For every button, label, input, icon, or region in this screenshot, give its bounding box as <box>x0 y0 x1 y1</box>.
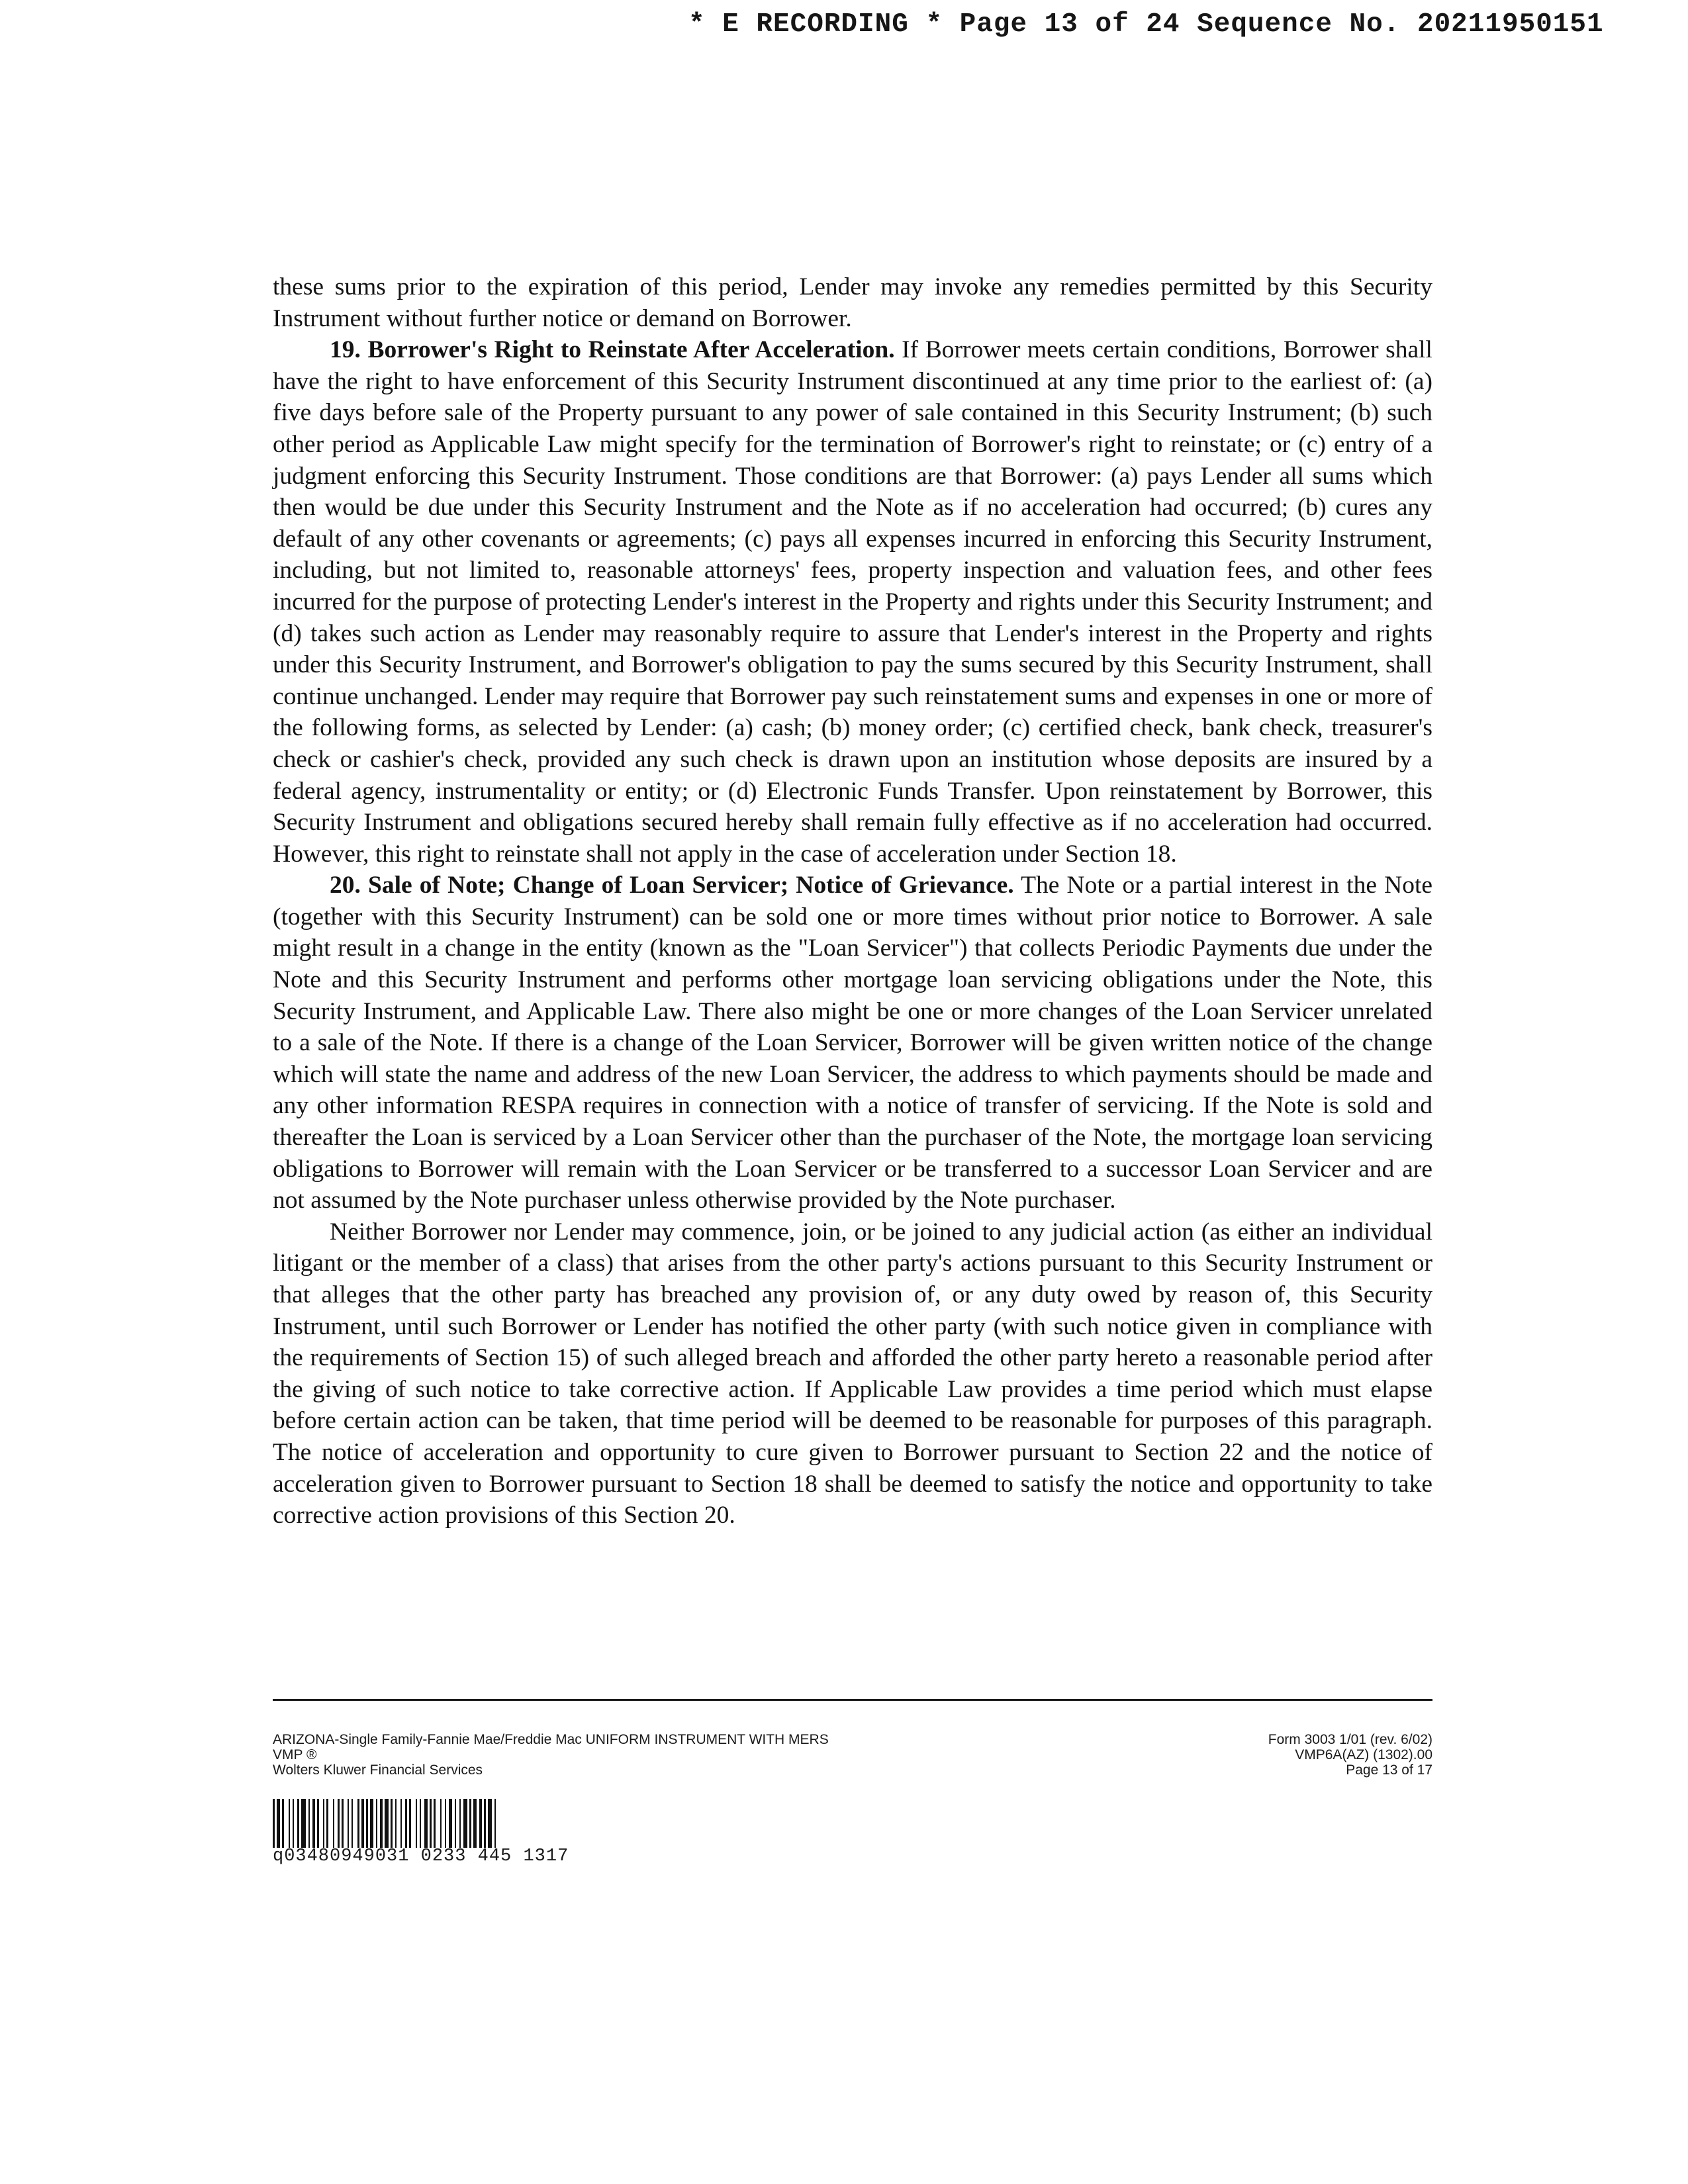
barcode-bar <box>494 1799 496 1848</box>
barcode-bar <box>380 1799 383 1848</box>
barcode-bar <box>338 1799 340 1848</box>
barcode-bar <box>273 1799 275 1848</box>
barcode-bar <box>323 1799 324 1848</box>
barcode-bar <box>424 1799 428 1848</box>
barcode-bar <box>469 1799 471 1848</box>
barcode-bar <box>430 1799 432 1848</box>
barcode-bar <box>395 1799 397 1848</box>
barcode-bar <box>352 1799 353 1848</box>
barcode-number: q03480949031 0233 445 1317 <box>273 1846 569 1866</box>
barcode-bar <box>361 1799 364 1848</box>
barcode-bar <box>440 1799 442 1848</box>
barcode-image <box>273 1799 729 1848</box>
barcode-bar <box>370 1799 373 1848</box>
barcode-bar <box>420 1799 421 1848</box>
barcode-bar <box>459 1799 461 1848</box>
barcode-bar <box>282 1799 284 1848</box>
barcode-bar <box>473 1799 477 1848</box>
section-20-heading: 20. Sale of Note; Change of Loan Servicer; Notice of Grievance. <box>330 872 1014 899</box>
section-20-paragraph-2: Neither Borrower nor Lender may commence, join, or be joined to any judicial action (as either an individual litigant or the member of a class) that arises from the other party's actions pursuant to this Security Instrument or that alleges that the other party has breached any provision of, or any duty owed by reason of, this Security Instrument, until such Borrower or Lender has notified the other party (with such notice given in compliance with the requirements of Section 15) of such alleged breach and afforded the other party hereto a reasonable period after the giving of such notice to take corrective action. If Applicable Law provides a time period which must elapse before certain action can be taken, that time period will be deemed to be reasonable for purposes of this paragraph. The notice of acceleration and opportunity to cure given to Borrower pursuant to Section 22 and the notice of acceleration given to Borrower pursuant to Section 18 shall be deemed to satisfy the notice and opportunity to take corrective action provisions of this Section 20. <box>273 1218 1432 1529</box>
barcode-bar <box>385 1799 389 1848</box>
barcode-bar <box>308 1799 310 1848</box>
footer-form-info <box>273 1732 1067 1778</box>
barcode-bar <box>301 1799 306 1848</box>
footer-vmp-code: VMP6A(AZ) (1302).00 <box>1295 1747 1432 1762</box>
section-19-heading: 19. Borrower's Right to Reinstate After Acceleration. <box>330 336 895 364</box>
barcode-bar <box>317 1799 319 1848</box>
barcode-bar <box>484 1799 486 1848</box>
barcode-bar <box>449 1799 452 1848</box>
barcode-bar <box>434 1799 436 1848</box>
barcode-bar <box>445 1799 446 1848</box>
barcode-bar <box>416 1799 417 1848</box>
section-19-paragraph <box>273 334 1432 870</box>
barcode-bar <box>277 1799 280 1848</box>
barcode-bar <box>479 1799 482 1848</box>
footer-page-number: Page 13 of 17 <box>1346 1762 1432 1778</box>
barcode-bar <box>409 1799 411 1848</box>
footer-publisher: Wolters Kluwer Financial Services <box>273 1762 483 1778</box>
footer-vmp-mark: VMP ® <box>273 1747 317 1762</box>
section-20-text: The Note or a partial interest in the Note (together with this Security Instrument) can be sold one or more times without prior notice to Borrower. A sale might result in a change in the entity (known as the "Loan Servicer") that collects Periodic Payments due under the Note and this Security Instrument and performs other mortgage loan servicing obligations under the Note, this Security Instrument, and Applicable Law. There also might be one or more changes of the Loan Servicer unrelated to a sale of the Note. If there is a change of the Loan Servicer, Borrower will be given written notice of the change which will state the name and address of the new Loan Servicer, the address to which payments should be made and any other information RESPA requires in connection with a notice of transfer of servicing. If the Note is sold and thereafter the Loan is serviced by a Loan Servicer other than the purchaser of the Note, the mortgage loan servicing obligations to Borrower will remain with the Loan Servicer or be transferred to a successor Loan Servicer and are not assumed by the Note purchaser unless otherwise provided by the Note purchaser. <box>273 872 1433 1214</box>
barcode-bar <box>357 1799 359 1848</box>
section-19-text: If Borrower meets certain conditions, Borrower shall have the right to have enforcement of this Security Instrument discontinued at any time prior to the earliest of: (a) five days before sale of the Property pursuant to any power of sale contained in this Security Instrument; (b) such other period as Applicable Law might specify for the termination of Borrower's right to reinstate; or (c) entry of a judgment enforcing this Security Instrument. Those conditions are that Borrower: (a) pays Lender all sums which then would be due under this Security Instrument and the Note as if no acceleration had occurred; (b) cures any default of any other covenants or agreements; (c) pays all expenses incurred in enforcing this Security Instrument, including, but not limited to, reasonable attorneys' fees, property inspection and valuation fees, and other fees incurred for the purpose of protecting Lender's interest in the Property and rights under this Security Instrument; and (d) takes such action as Lender may reasonably require to assure that Lender's interest in the Property and rights under this Security Instrument, and Borrower's obligation to pay the sums secured by this Security Instrument, shall continue unchanged. Lender may require that Borrower pay such reinstatement sums and expenses in one or more of the following forms, as selected by Lender: (a) cash; (b) money order; (c) certified check, bank check, treasurer's check or cashier's check, provided any such check is drawn upon an institution whose deposits are insured by a federal agency, instrumentality or entity; or (d) Electronic Funds Transfer. Upon reinstatement by Borrower, this Security Instrument and obligations secured hereby shall remain fully effective as if no acceleration had occurred. However, this right to reinstate shall not apply in the case of acceleration under Section 18. <box>273 336 1432 868</box>
section-20-paragraph <box>273 870 1432 1216</box>
barcode-bar <box>297 1799 299 1848</box>
barcode-bar <box>366 1799 368 1848</box>
continuation-paragraph: these sums prior to the expiration of this period, Lender may invoke any remedies permitted by this Security Instrument without further notice or demand on Borrower. <box>273 273 1432 332</box>
barcode-bar <box>289 1799 290 1848</box>
barcode-bar <box>455 1799 456 1848</box>
footer-form-title: ARIZONA-Single Family-Fannie Mae/Freddie Mac UNIFORM INSTRUMENT WITH MERS <box>273 1732 829 1747</box>
barcode-bar <box>391 1799 393 1848</box>
barcode-bar <box>400 1799 402 1848</box>
barcode-bar <box>488 1799 492 1848</box>
barcode-bar <box>342 1799 344 1848</box>
barcode-bar <box>333 1799 334 1848</box>
footer-form-number <box>1035 1732 1432 1778</box>
barcode-bar <box>348 1799 349 1848</box>
footer-form-id: Form 3003 1/01 (rev. 6/02) <box>1268 1732 1432 1747</box>
document-body <box>273 271 1432 1531</box>
recording-header: * E RECORDING * Page 13 of 24 Sequence No. 20211950151 <box>688 9 1604 40</box>
barcode-bar <box>293 1799 294 1848</box>
barcode-bar <box>376 1799 377 1848</box>
barcode-bar <box>326 1799 328 1848</box>
barcode-bar <box>312 1799 315 1848</box>
footer-divider <box>273 1699 1432 1701</box>
barcode-bar <box>463 1799 467 1848</box>
barcode-bar <box>405 1799 407 1848</box>
